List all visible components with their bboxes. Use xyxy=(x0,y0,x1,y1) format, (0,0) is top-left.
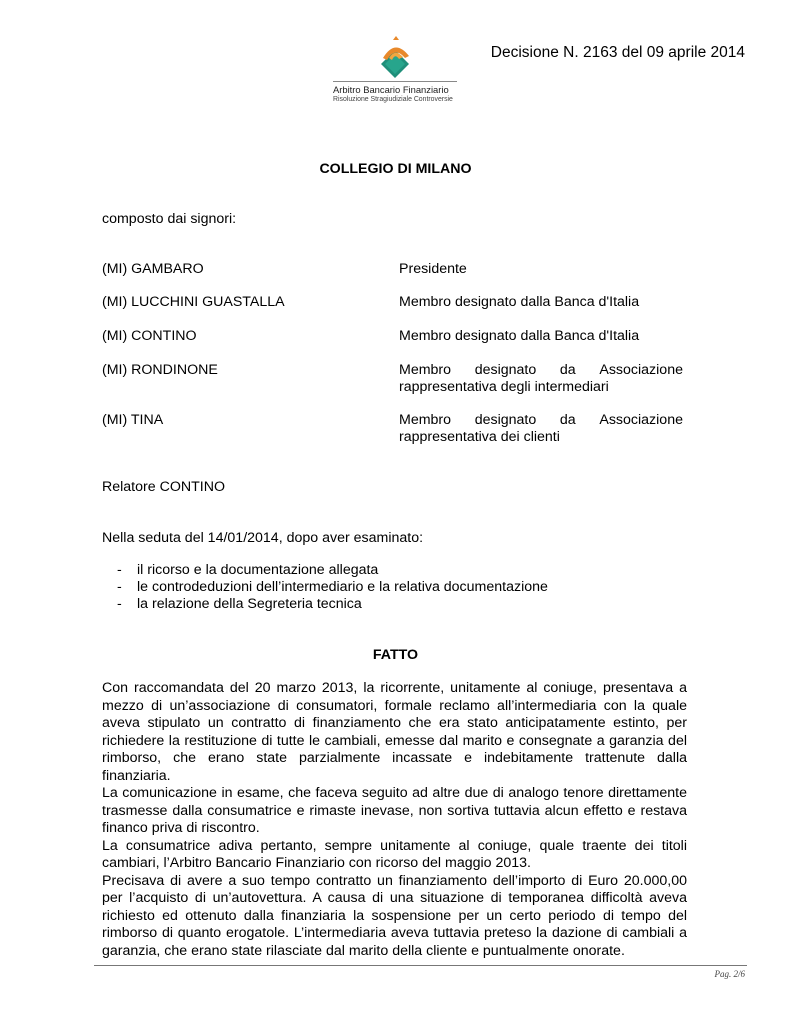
paragraph: La comunicazione in esame, che faceva seguito ad altre due di analogo tenore direttamente trasmesse dalla consumatrice e rimaste inevase, non sortiva tuttavia alcun effetto e restava financo priva di riscontro. xyxy=(102,785,687,836)
bullet-dash: - xyxy=(117,579,122,595)
member-role xyxy=(399,412,683,446)
member-name: (MI) LUCCHINI GUASTALLA xyxy=(102,294,285,310)
member-name: (MI) GAMBARO xyxy=(102,261,204,277)
member-role xyxy=(399,362,683,396)
member-name: (MI) RONDINONE xyxy=(102,362,218,378)
decision-title: Decisione N. 2163 del 09 aprile 2014 xyxy=(490,44,745,61)
page-number: Pag. 2/6 xyxy=(714,969,745,979)
member-role-line xyxy=(399,362,683,379)
member-name: (MI) TINA xyxy=(102,412,164,428)
list-item-text: le controdeduzioni dell’intermediario e la relativa documentazione xyxy=(137,579,548,595)
paragraph: Con raccomandata del 20 marzo 2013, la ricorrente, unitamente al coniuge, presentava a mezzo di un’associazione di consumatori, formale reclamo all’intermediaria con la quale aveva stipulato un contratto di finanziamento che era stato anticipatamente estinto, per richiedere la restituzione di tutte le cambiali, emesse dal marito e consegnate a garanzia del rimborso, che erano state parzialmente incassate e indebitamente trattenute dalla finanziaria. xyxy=(102,680,687,784)
role-word: Membro xyxy=(399,362,452,378)
member-role: Membro designato dalla Banca d'Italia xyxy=(399,294,640,310)
role-word: da xyxy=(559,412,576,428)
list-item xyxy=(117,596,362,612)
role-word: Associazione xyxy=(599,362,683,378)
paragraph: Precisava di avere a suo tempo contratto un finanziamento dell’importo di Euro 20.000,00 per l’acquisto di un’autovettura. A causa di una situazione di temporanea difficoltà aveva richiesto ed ottenuto dalla finanziaria la sospensione per un certo periodo di tempo del rimborso di quanto erogatole. L’intermediaria aveva tuttavia preteso la dazione di cambiali a garanzia, che erano state rilasciate dal marito della cliente e puntualmente onorate. xyxy=(102,872,687,959)
collegio-heading: COLLEGIO DI MILANO xyxy=(319,161,472,177)
member-role-line xyxy=(399,412,683,429)
list-item-text: il ricorso e la documentazione allegata xyxy=(137,562,379,578)
role-word: designato xyxy=(474,412,537,428)
logo-name: Arbitro Bancario Finanziario xyxy=(333,84,449,95)
abf-logo xyxy=(330,36,470,110)
role-word: designato xyxy=(474,362,537,378)
abf-emblem-icon xyxy=(365,36,425,80)
footer-divider xyxy=(94,965,747,966)
role-word: da xyxy=(559,362,576,378)
member-role-line: rappresentativa dei clienti xyxy=(399,429,560,445)
member-role-line: rappresentativa degli intermediari xyxy=(399,379,609,395)
composto-label: composto dai signori: xyxy=(102,211,237,227)
paragraph: La consumatrice adiva pertanto, sempre unitamente al coniuge, quale traente dei titoli cambiari, l’Arbitro Bancario Finanziario con ricorso del maggio 2013. xyxy=(102,837,687,871)
member-role: Presidente xyxy=(399,261,467,277)
member-role: Membro designato dalla Banca d'Italia xyxy=(399,328,640,344)
seduta-intro: Nella seduta del 14/01/2014, dopo aver esaminato: xyxy=(102,530,424,546)
list-item-text: la relazione della Segreteria tecnica xyxy=(137,596,362,612)
list-item xyxy=(117,562,378,578)
fatto-body xyxy=(102,680,687,960)
bullet-dash: - xyxy=(117,562,122,578)
role-word: Associazione xyxy=(599,412,683,428)
list-item xyxy=(117,579,548,595)
logo-subtitle: Risoluzione Stragiudiziale Controversie xyxy=(333,96,453,103)
role-word: Membro xyxy=(399,412,452,428)
relatore: Relatore CONTINO xyxy=(102,479,225,495)
fatto-heading: FATTO xyxy=(372,647,419,663)
member-name: (MI) CONTINO xyxy=(102,328,197,344)
bullet-dash: - xyxy=(117,596,122,612)
